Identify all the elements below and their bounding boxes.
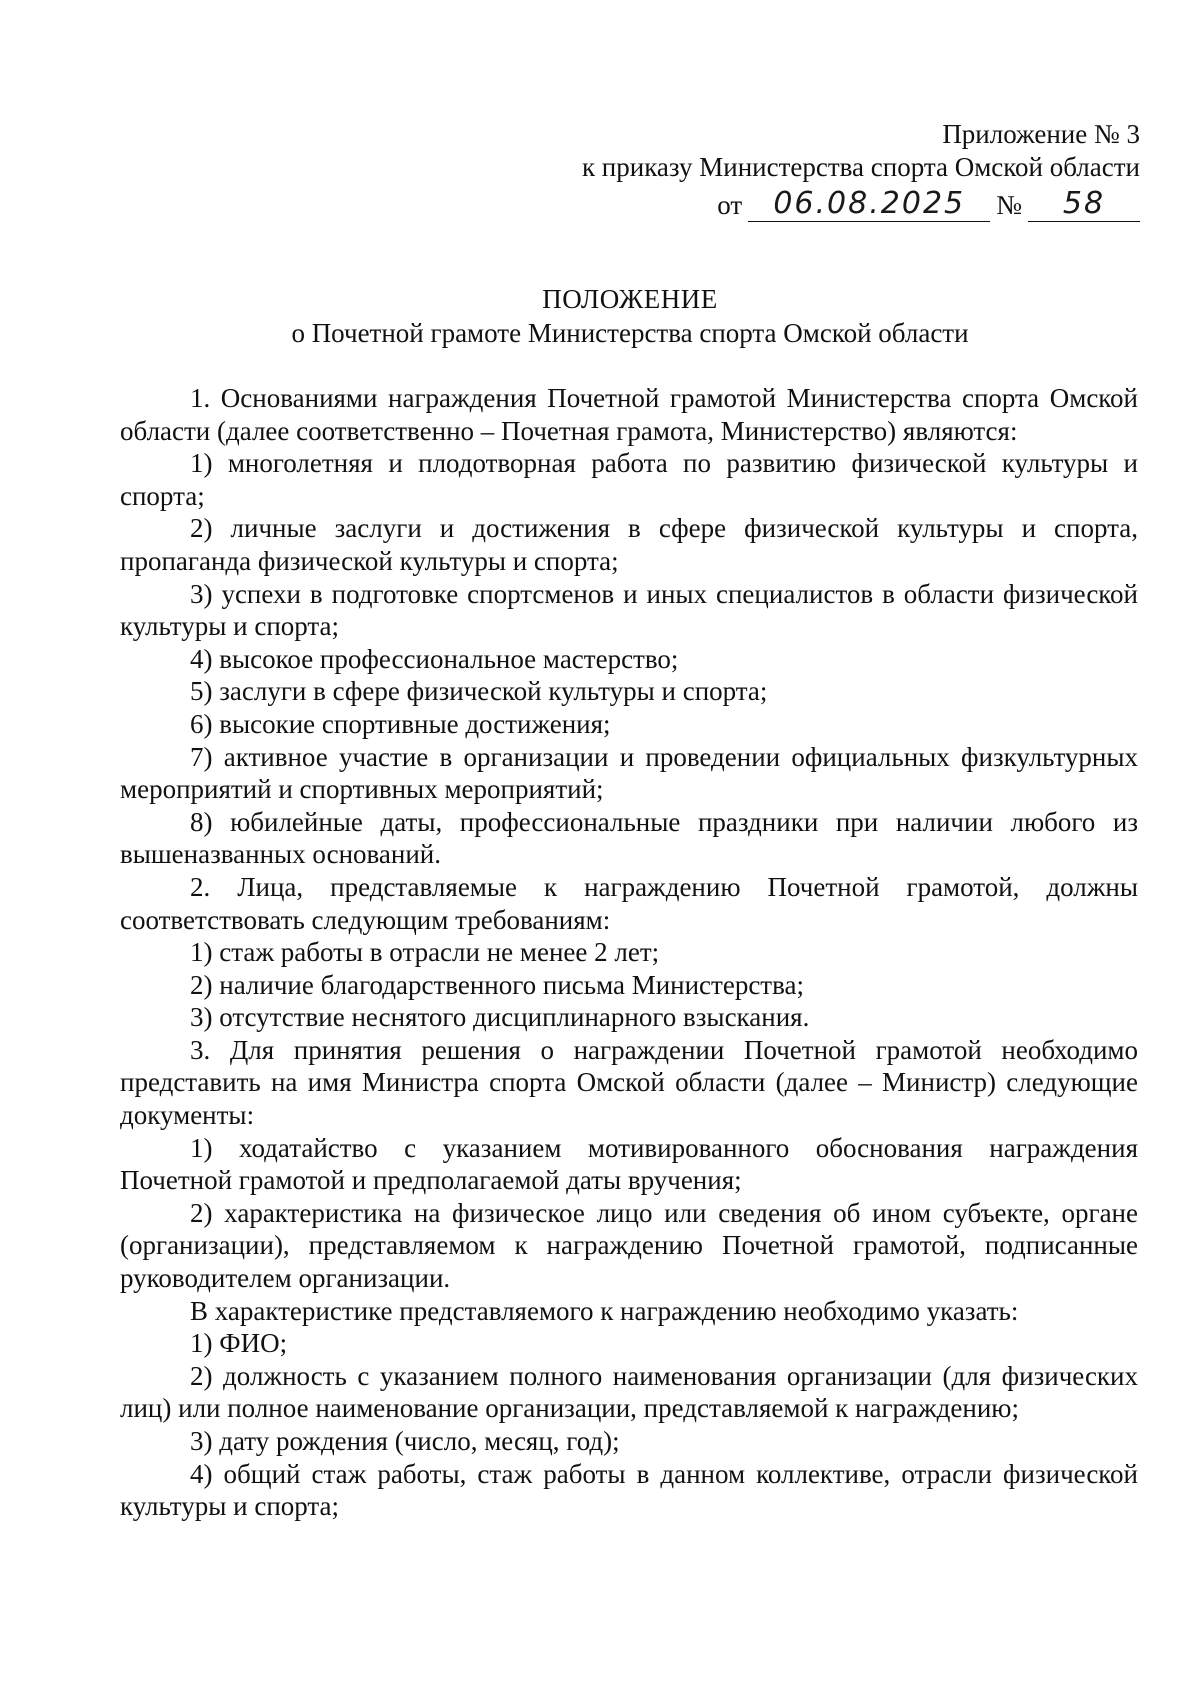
body-paragraph: 3. Для принятия решения о награждении Почетной грамотой необходимо представить на имя Министра спорта Омской области (далее – Министр) следующие документы:: [120, 1034, 1138, 1131]
from-label: от: [717, 190, 743, 220]
number-label: №: [996, 190, 1022, 220]
body-paragraph: 4) высокое профессиональное мастерство;: [190, 643, 679, 674]
order-reference: к приказу Министерства спорта Омской области: [581, 152, 1140, 182]
handwritten-date: 06.08.2025: [748, 187, 990, 222]
appendix-number: Приложение № 3: [942, 119, 1140, 149]
body-paragraph: 5) заслуги в сфере физической культуры и спорта;: [190, 676, 768, 707]
body-paragraph: 7) активное участие в организации и проведении официальных физкультурных мероприятий и спортивных мероприятий;: [120, 741, 1138, 805]
body-paragraph: 1) ФИО;: [190, 1328, 288, 1359]
handwritten-number: 58: [1028, 187, 1140, 222]
document-title: [60, 282, 1200, 350]
body-paragraph: 3) дату рождения (число, месяц, год);: [190, 1426, 620, 1456]
body-paragraph: 1) многолетняя и плодотворная работа по развитию физической культуры и спорта;: [120, 448, 1138, 511]
body-paragraph: 1. Основаниями награждения Почетной грамотой Министерства спорта Омской области (далее соответственно – Почетная грамота, Министерство) являются:: [120, 383, 1138, 446]
body-paragraph: 1) ходатайство с указанием мотивированного обоснования награждения Почетной грамотой и предполагаемой даты вручения;: [120, 1132, 1138, 1196]
order-date-number-line: [717, 184, 1140, 222]
body-paragraph: 3) отсутствие неснятого дисциплинарного взыскания.: [190, 1002, 810, 1033]
body-paragraph: 4) общий стаж работы, стаж работы в данном коллективе, отрасли физической культуры и спорта;: [120, 1458, 1138, 1522]
body-paragraph: 2) наличие благодарственного письма Министерства;: [190, 969, 804, 1000]
body-paragraph: 2) личные заслуги и достижения в сфере физической культуры и спорта, пропаганда физической культуры и спорта;: [120, 513, 1138, 576]
body-paragraph: 3) успехи в подготовке спортсменов и иных специалистов в области физической культуры и спорта;: [120, 578, 1138, 642]
title-main: ПОЛОЖЕНИЕ: [542, 284, 718, 314]
title-subtitle: о Почетной грамоте Министерства спорта Омской области: [291, 318, 969, 348]
body-paragraph: 2. Лица, представляемые к награждению Почетной грамотой, должны соответствовать следующим требованиям:: [120, 871, 1138, 935]
body-paragraph: 6) высокие спортивные достижения;: [190, 708, 611, 739]
body-paragraph: 8) юбилейные даты, профессиональные праздники при наличии любого из вышеназванных оснований.: [120, 806, 1138, 870]
body-paragraph: 2) характеристика на физическое лицо или сведения об ином субъекте, органе (организации), представляемом к награждению Почетной грамотой, подписанные руководителем организации.: [120, 1197, 1138, 1294]
document-body: [120, 382, 1138, 1523]
body-paragraph: 1) стаж работы в отрасли не менее 2 лет;: [190, 937, 660, 968]
appendix-header: [500, 118, 1140, 222]
body-paragraph: 2) должность с указанием полного наименования организации (для физических лиц) или полное наименование организации, представляемой к награждению;: [120, 1360, 1138, 1424]
body-paragraph: В характеристике представляемого к награждению необходимо указать:: [190, 1295, 1019, 1326]
